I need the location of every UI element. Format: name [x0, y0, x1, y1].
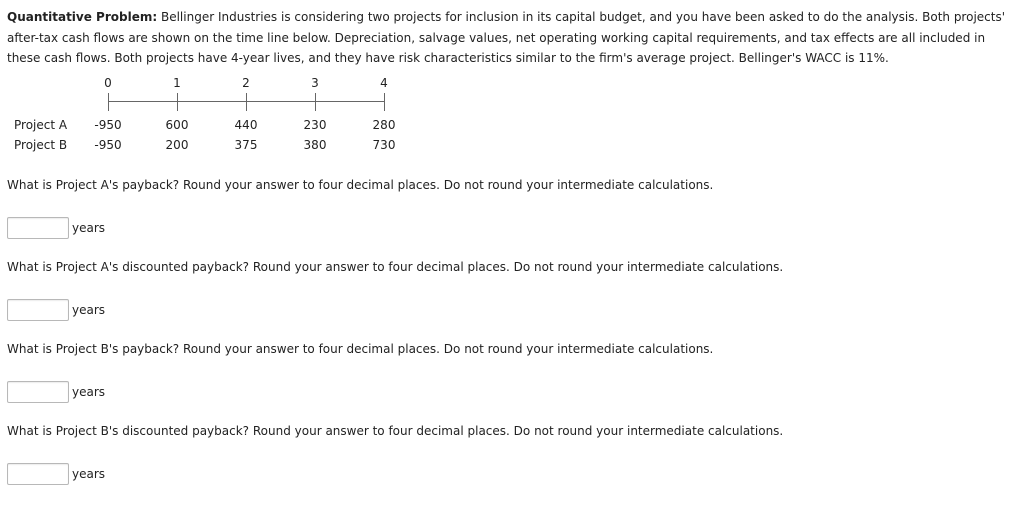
project-b-cf-0: -950 [94, 138, 122, 152]
project-a-cf-1: 600 [165, 118, 189, 132]
period-label-2: 2 [242, 76, 250, 90]
timeline-tick-1 [177, 93, 178, 111]
timeline-tick-4 [384, 93, 385, 111]
project-a-cf-2: 440 [234, 118, 258, 132]
problem-label: Quantitative Problem: [7, 10, 158, 24]
unit-label: years [72, 303, 106, 317]
project-b-cf-4: 730 [372, 138, 396, 152]
project-b-cf-1: 200 [165, 138, 189, 152]
period-label-1: 1 [173, 76, 181, 90]
period-label-4: 4 [380, 76, 388, 90]
period-label-0: 0 [104, 76, 112, 90]
period-label-3: 3 [311, 76, 319, 90]
answer-b-discounted-payback [7, 463, 105, 485]
answer-input-b-discounted-payback[interactable] [7, 463, 69, 485]
project-b-label: Project B [14, 138, 68, 152]
project-a-label: Project A [14, 118, 68, 132]
project-b-cf-2: 375 [234, 138, 258, 152]
answer-input-a-payback[interactable] [7, 217, 69, 239]
answer-b-payback [7, 381, 105, 403]
question-a-payback: What is Project A's payback? Round your answer to four decimal places. Do not round your intermediate calculations. [7, 178, 714, 192]
question-b-discounted-payback: What is Project B's discounted payback? Round your answer to four decimal places. Do not round your intermediate calculations. [7, 424, 784, 438]
problem-statement [7, 7, 1019, 69]
answer-a-discounted-payback [7, 299, 105, 321]
answer-input-a-discounted-payback[interactable] [7, 299, 69, 321]
timeline-tick-3 [315, 93, 316, 111]
timeline-tick-2 [246, 93, 247, 111]
unit-label: years [72, 467, 106, 481]
project-a-cf-3: 230 [303, 118, 327, 132]
timeline-tick-0 [108, 93, 109, 111]
problem-text: Bellinger Industries is considering two projects for inclusion in its capital budget, and you have been asked to do the analysis. Both projects' after-tax cash flows are shown on the time line below. Depreciation, salvage values, net operating working capital requirements, and tax effects are all included in these cash flows. Both projects have 4-year lives, and they have risk characteristics similar to the firm's average project. Bellinger's WACC is 11%. [7, 10, 1006, 65]
question-b-payback: What is Project B's payback? Round your answer to four decimal places. Do not round your intermediate calculations. [7, 342, 714, 356]
project-a-cf-0: -950 [94, 118, 122, 132]
unit-label: years [72, 385, 106, 399]
answer-a-payback [7, 217, 105, 239]
question-a-discounted-payback: What is Project A's discounted payback? Round your answer to four decimal places. Do not round your intermediate calculations. [7, 260, 784, 274]
answer-input-b-payback[interactable] [7, 381, 69, 403]
project-b-cf-3: 380 [303, 138, 327, 152]
unit-label: years [72, 221, 106, 235]
cash-flow-timeline [0, 72, 420, 162]
project-a-cf-4: 280 [372, 118, 396, 132]
